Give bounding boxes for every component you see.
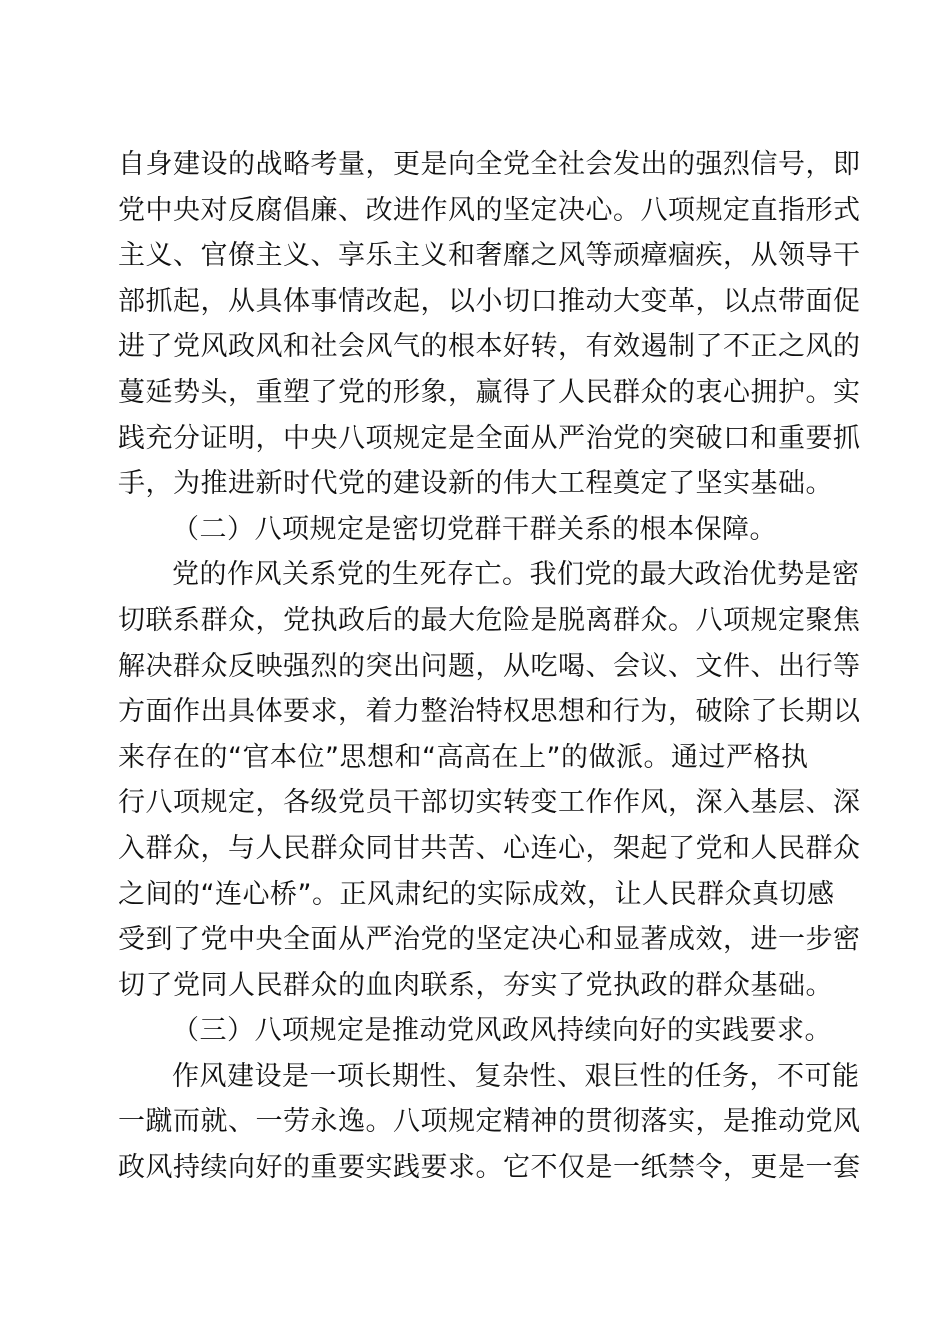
text-line: 蔓延势头，重塑了党的形象，赢得了人民群众的衷心拥护。实 (118, 376, 861, 408)
body-text (118, 142, 861, 1191)
text-line: 党中央对反腐倡廉、改进作风的坚定决心。八项规定直指形式 (118, 194, 861, 226)
text-line: 行八项规定，各级党员干部切实转变工作作风，深入基层、深 (118, 787, 861, 819)
text-line: 践充分证明，中央八项规定是全面从严治党的突破口和重要抓 (118, 422, 861, 454)
text-line: 部抓起，从具体事情改起，以小切口推动大变革，以点带面促 (118, 285, 861, 317)
section-heading: （三）八项规定是推动党风政风持续向好的实践要求。 (172, 1015, 832, 1047)
text-line: 受到了党中央全面从严治党的坚定决心和显著成效，进一步密 (118, 924, 861, 956)
paragraph-start: 作风建设是一项长期性、复杂性、艰巨性的任务，不可能 (172, 1060, 860, 1092)
text-line: 政风持续向好的重要实践要求。它不仅是一纸禁令，更是一套 (118, 1152, 861, 1184)
text-line: 方面作出具体要求，着力整治特权思想和行为，破除了长期以 (118, 696, 861, 728)
text-line: 进了党风政风和社会风气的根本好转，有效遏制了不正之风的 (118, 331, 861, 363)
paragraph-start: 党的作风关系党的生死存亡。我们党的最大政治优势是密 (172, 559, 860, 591)
text-line: 切了党同人民群众的血肉联系，夯实了党执政的群众基础。 (118, 969, 833, 1001)
text-line: 来存在的“官本位”思想和“高高在上”的做派。通过严格执 (118, 741, 809, 773)
text-line: 手，为推进新时代党的建设新的伟大工程奠定了坚实基础。 (118, 468, 833, 500)
section-heading: （二）八项规定是密切党群干群关系的根本保障。 (172, 513, 777, 545)
text-line: 切联系群众，党执政后的最大危险是脱离群众。八项规定聚焦 (118, 604, 861, 636)
text-line: 自身建设的战略考量，更是向全党全社会发出的强烈信号，即 (118, 149, 861, 180)
text-line: 主义、官僚主义、享乐主义和奢靡之风等顽瘴痼疾，从领导干 (118, 240, 861, 272)
text-line: 入群众，与人民群众同甘共苦、心连心，架起了党和人民群众 (118, 832, 861, 864)
text-line: 解决群众反映强烈的突出问题，从吃喝、会议、文件、出行等 (118, 650, 861, 682)
text-line: 一蹴而就、一劳永逸。八项规定精神的贯彻落实，是推动党风 (118, 1106, 861, 1138)
text-line: 之间的“连心桥”。正风肃纪的实际成效，让人民群众真切感 (118, 878, 835, 910)
